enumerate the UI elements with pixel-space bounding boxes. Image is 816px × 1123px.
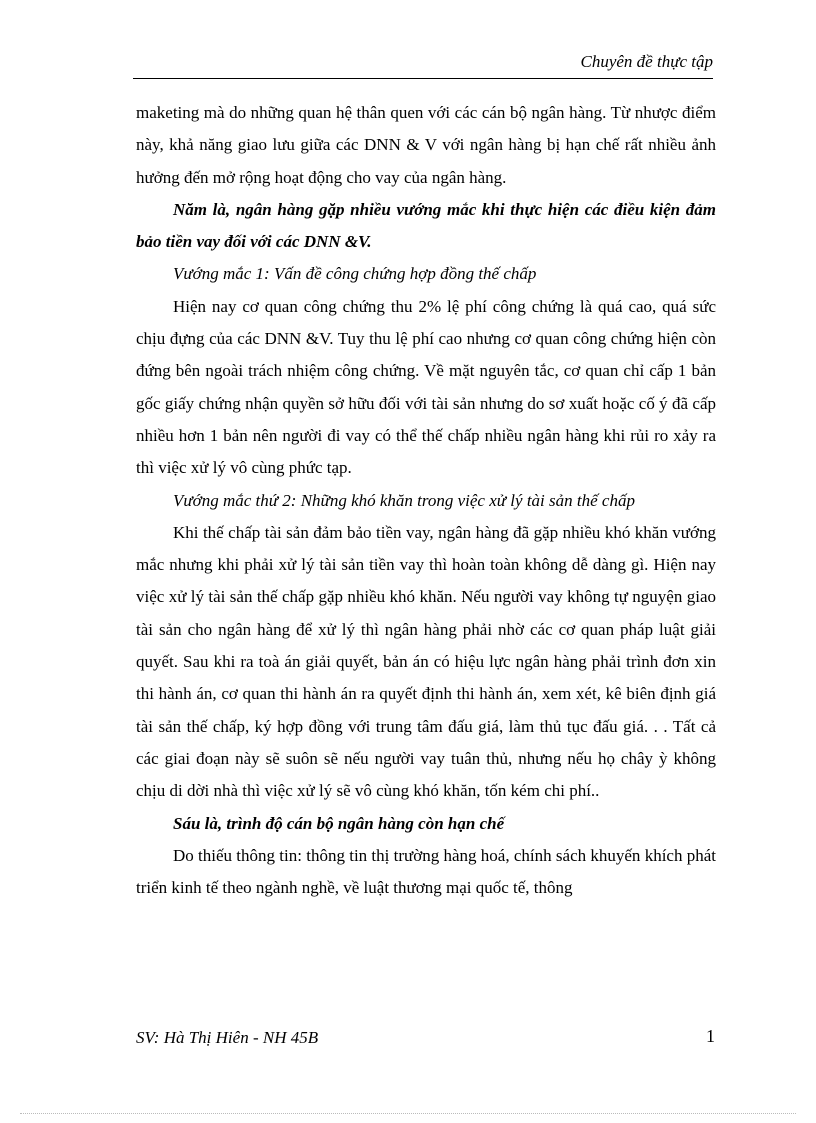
header-rule <box>133 78 713 79</box>
paragraph-marketing: maketing mà do những quan hệ thân quen với các cán bộ ngân hàng. Từ nhược điểm này, khả năng giao lưu giữa các DNN & V với ngân hàng bị hạn chế rất nhiều ảnh hưởng đến mở rộng hoạt động cho vay của ngân hàng. <box>136 103 716 187</box>
header-title: Chuyên đề thực tập <box>580 52 713 71</box>
subheading-vuong-mac-2: Vướng mắc thứ 2: Những khó khăn trong việc xử lý tài sản thế chấp <box>173 490 635 510</box>
paragraph-cong-chung: Hiện nay cơ quan công chứng thu 2% lệ phí công chứng là quá cao, quá sức chịu đựng của các DNN &V. Tuy thu lệ phí cao nhưng cơ quan công chứng hiện còn đứng bên ngoài trách nhiệm công chứng. Về mặt nguyên tắc, cơ quan chỉ cấp 1 bản gốc giấy chứng nhận quyền sở hữu đối với tài sản nhưng do sơ xuất hoặc cố ý đã cấp nhiều hơn 1 bản nên người đi vay có thể thế chấp nhiều ngân hàng khi rủi ro xảy ra thì việc xử lý vô cùng phức tạp. <box>136 296 716 478</box>
paragraph-the-chap: Khi thế chấp tài sản đảm bảo tiền vay, ngân hàng đã gặp nhiều khó khăn vướng mắc nhưng khi phải xử lý tài sản tiền vay thì hoàn toàn không dễ dàng gì. Hiện nay việc xử lý tài sản thế chấp gặp nhiều khó khăn. Nếu người vay không tự nguyện giao tài sản cho ngân hàng để xử lý thì ngân hàng phải nhờ các cơ quan pháp luật giải quyết. Sau khi ra toà án giải quyết, bản án có hiệu lực ngân hàng phải trình đơn xin thi hành án, cơ quan thi hành án ra quyết định thi hành án, xem xét, kê biên định giá tài sản thế chấp, ký hợp đồng với trung tâm đấu giá, làm thủ tục đấu giá. . . Tất cả các giai đoạn này sẽ suôn sẽ nếu người vay tuân thủ, nhưng nếu họ chây ỳ không chịu di dời nhà thì việc xử lý sẽ vô cùng khó khăn, tốn kém chi phí.. <box>136 522 716 801</box>
subheading-vuong-mac-1: Vướng mắc 1: Vấn đề công chứng hợp đồng thế chấp <box>173 264 537 284</box>
footer-author: SV: Hà Thị Hiên - NH 45B <box>136 1028 319 1047</box>
body-text <box>136 97 716 904</box>
footer-page-number: 1 <box>706 1026 715 1046</box>
paragraph-thieu-thong-tin: Do thiếu thông tin: thông tin thị trường hàng hoá, chính sách khuyến khích phát triển kinh tế theo ngành nghề, về luật thương mại quốc tế, thông <box>136 845 716 898</box>
heading-nam-la: Năm là, ngân hàng gặp nhiều vướng mắc khi thực hiện các điều kiện đảm bảo tiền vay đối với các DNN &V. <box>136 199 716 252</box>
page-bottom-rule <box>20 1113 796 1114</box>
heading-sau-la: Sáu là, trình độ cán bộ ngân hàng còn hạn chế <box>173 813 505 833</box>
